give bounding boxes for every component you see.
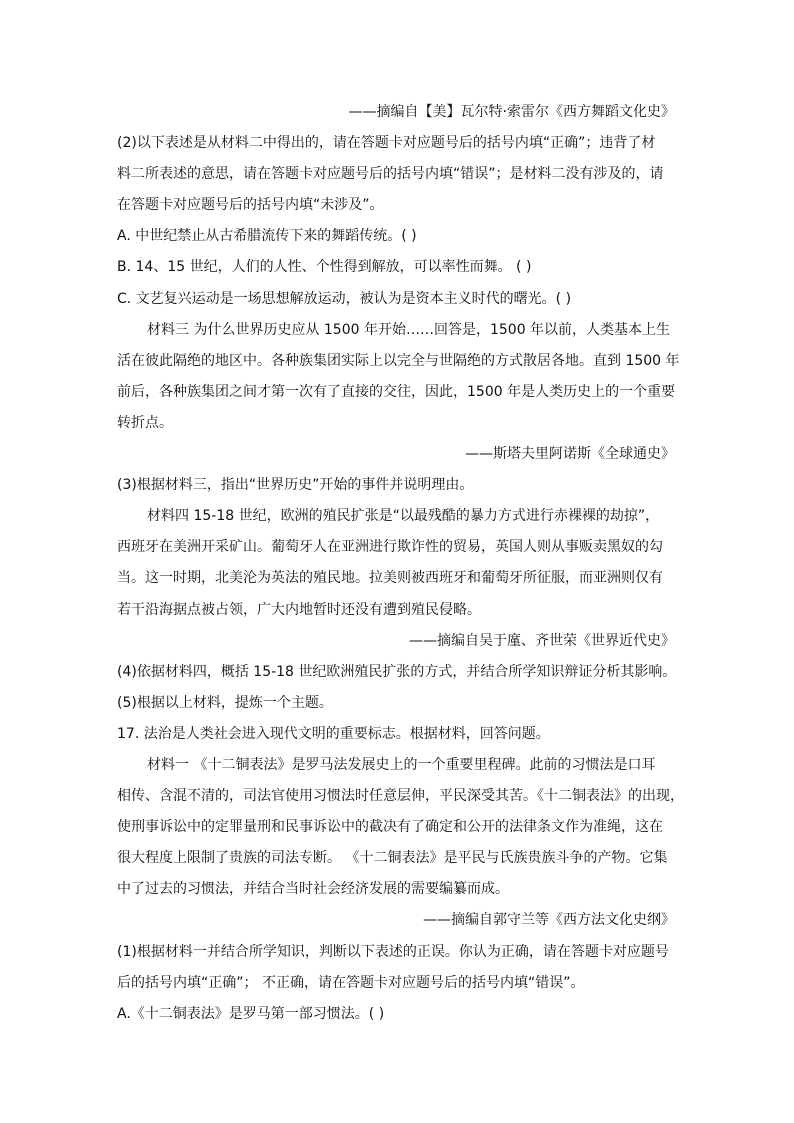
text-line: 材料四 15-18 世纪，欧洲的殖民扩张是“以最残酷的暴力方式进行赤裸裸的劫掠”， (147, 508, 660, 525)
text-line: 材料一 《十二铜表法》是罗马法发展史上的一个重要里程碑。此前的习惯法是口耳 (147, 756, 656, 773)
source-citation: ——摘编自吴于廑、齐世荣《世界近代史》 (409, 632, 675, 649)
text-line: 若干沿海据点被占领，广大内地暂时还没有遭到殖民侵略。 (117, 601, 481, 618)
source-citation: ——斯塔夫里阿诺斯《全球通史》 (465, 446, 675, 463)
text-line: 转折点。 (117, 414, 173, 431)
text-line: 西班牙在美洲开采矿山。葡萄牙人在亚洲进行欺诈性的贸易，英国人则从事贩卖黑奴的勾 (117, 539, 663, 556)
text-line: C. 文艺复兴运动是一场思想解放运动，被认为是资本主义时代的曙光。( ) (117, 290, 572, 307)
source-citation: ——摘编自【美】瓦尔特·索雷尔《西方舞蹈文化史》 (348, 104, 675, 120)
text-line: 相传、含混不清的，司法官使用习惯法时任意层伸，平民深受其苦。《十二铜表法》的出现， (117, 788, 684, 805)
text-line: (3)根据材料三，指出“世界历史”开始的事件并说明理由。 (117, 477, 474, 494)
text-line: B. 14、15 世纪，人们的人性、个性得到解放，可以率性而舞。 ( ) (117, 259, 532, 276)
text-line: A. 中世纪禁止从古希腊流传下来的舞蹈传统。( ) (117, 228, 417, 245)
text-line: (1)根据材料一并结合所学知识，判断以下表述的正误。你认为正确，请在答题卡对应题号 (117, 943, 669, 960)
document-page (117, 97, 684, 1030)
text-line: 使刑事诉讼中的定罪量刑和民事诉讼中的截决有了确定和公开的法律条文作为准绳，这在 (117, 819, 663, 836)
text-line: 中了过去的习惯法，并结合当时社会经济发展的需要编纂而成。 (117, 881, 509, 898)
text-line: A.《十二铜表法》是罗马第一部习惯法。( ) (117, 1005, 385, 1022)
text-line: (2)以下表述是从材料二中得出的，请在答题卡对应题号后的括号内填“正确”；违背了材 (117, 135, 656, 152)
text-line: 很大程度上限制了贵族的司法专断。 《十二铜表法》是平民与氏族贵族斗争的产物。它集 (117, 850, 668, 867)
text-line: 在答题卡对应题号后的括号内填“未涉及”。 (117, 197, 384, 214)
text-line: 前后，各种族集团之间才第一次有了直接的交往，因此，1500 年是人类历史上的一个重要 (117, 383, 676, 400)
text-line: 料二所表述的意思，请在答题卡对应题号后的括号内填“错误”；是材料二没有涉及的，请 (117, 166, 664, 183)
text-line: 材料三 为什么世界历史应从 1500 年开始……回答是，1500 年以前，人类基本上生 (147, 321, 671, 338)
source-citation: ——摘编自郭守兰等《西方法文化史纲》 (423, 912, 675, 929)
text-line: 当。这一时期，北美沦为英法的殖民地。拉美则被西班牙和葡萄牙所征服，而亚洲则仅有 (117, 570, 663, 587)
text-line: (5)根据以上材料，提炼一个主题。 (117, 694, 333, 711)
text-line: (4)依据材料四，概括 15-18 世纪欧洲殖民扩张的方式，并结合所学知识辩证分析其影响。 (117, 663, 677, 680)
text-line: 活在彼此隔绝的地区中。各种族集团实际上以完全与世隔绝的方式散居各地。直到 1500 年 (117, 352, 680, 369)
text-line: 17. 法治是人类社会进入现代文明的重要标志。根据材料，回答问题。 (117, 725, 550, 742)
text-line: 后的括号内填“正确”； 不正确，请在答题卡对应题号后的括号内填“错误”。 (117, 974, 585, 991)
